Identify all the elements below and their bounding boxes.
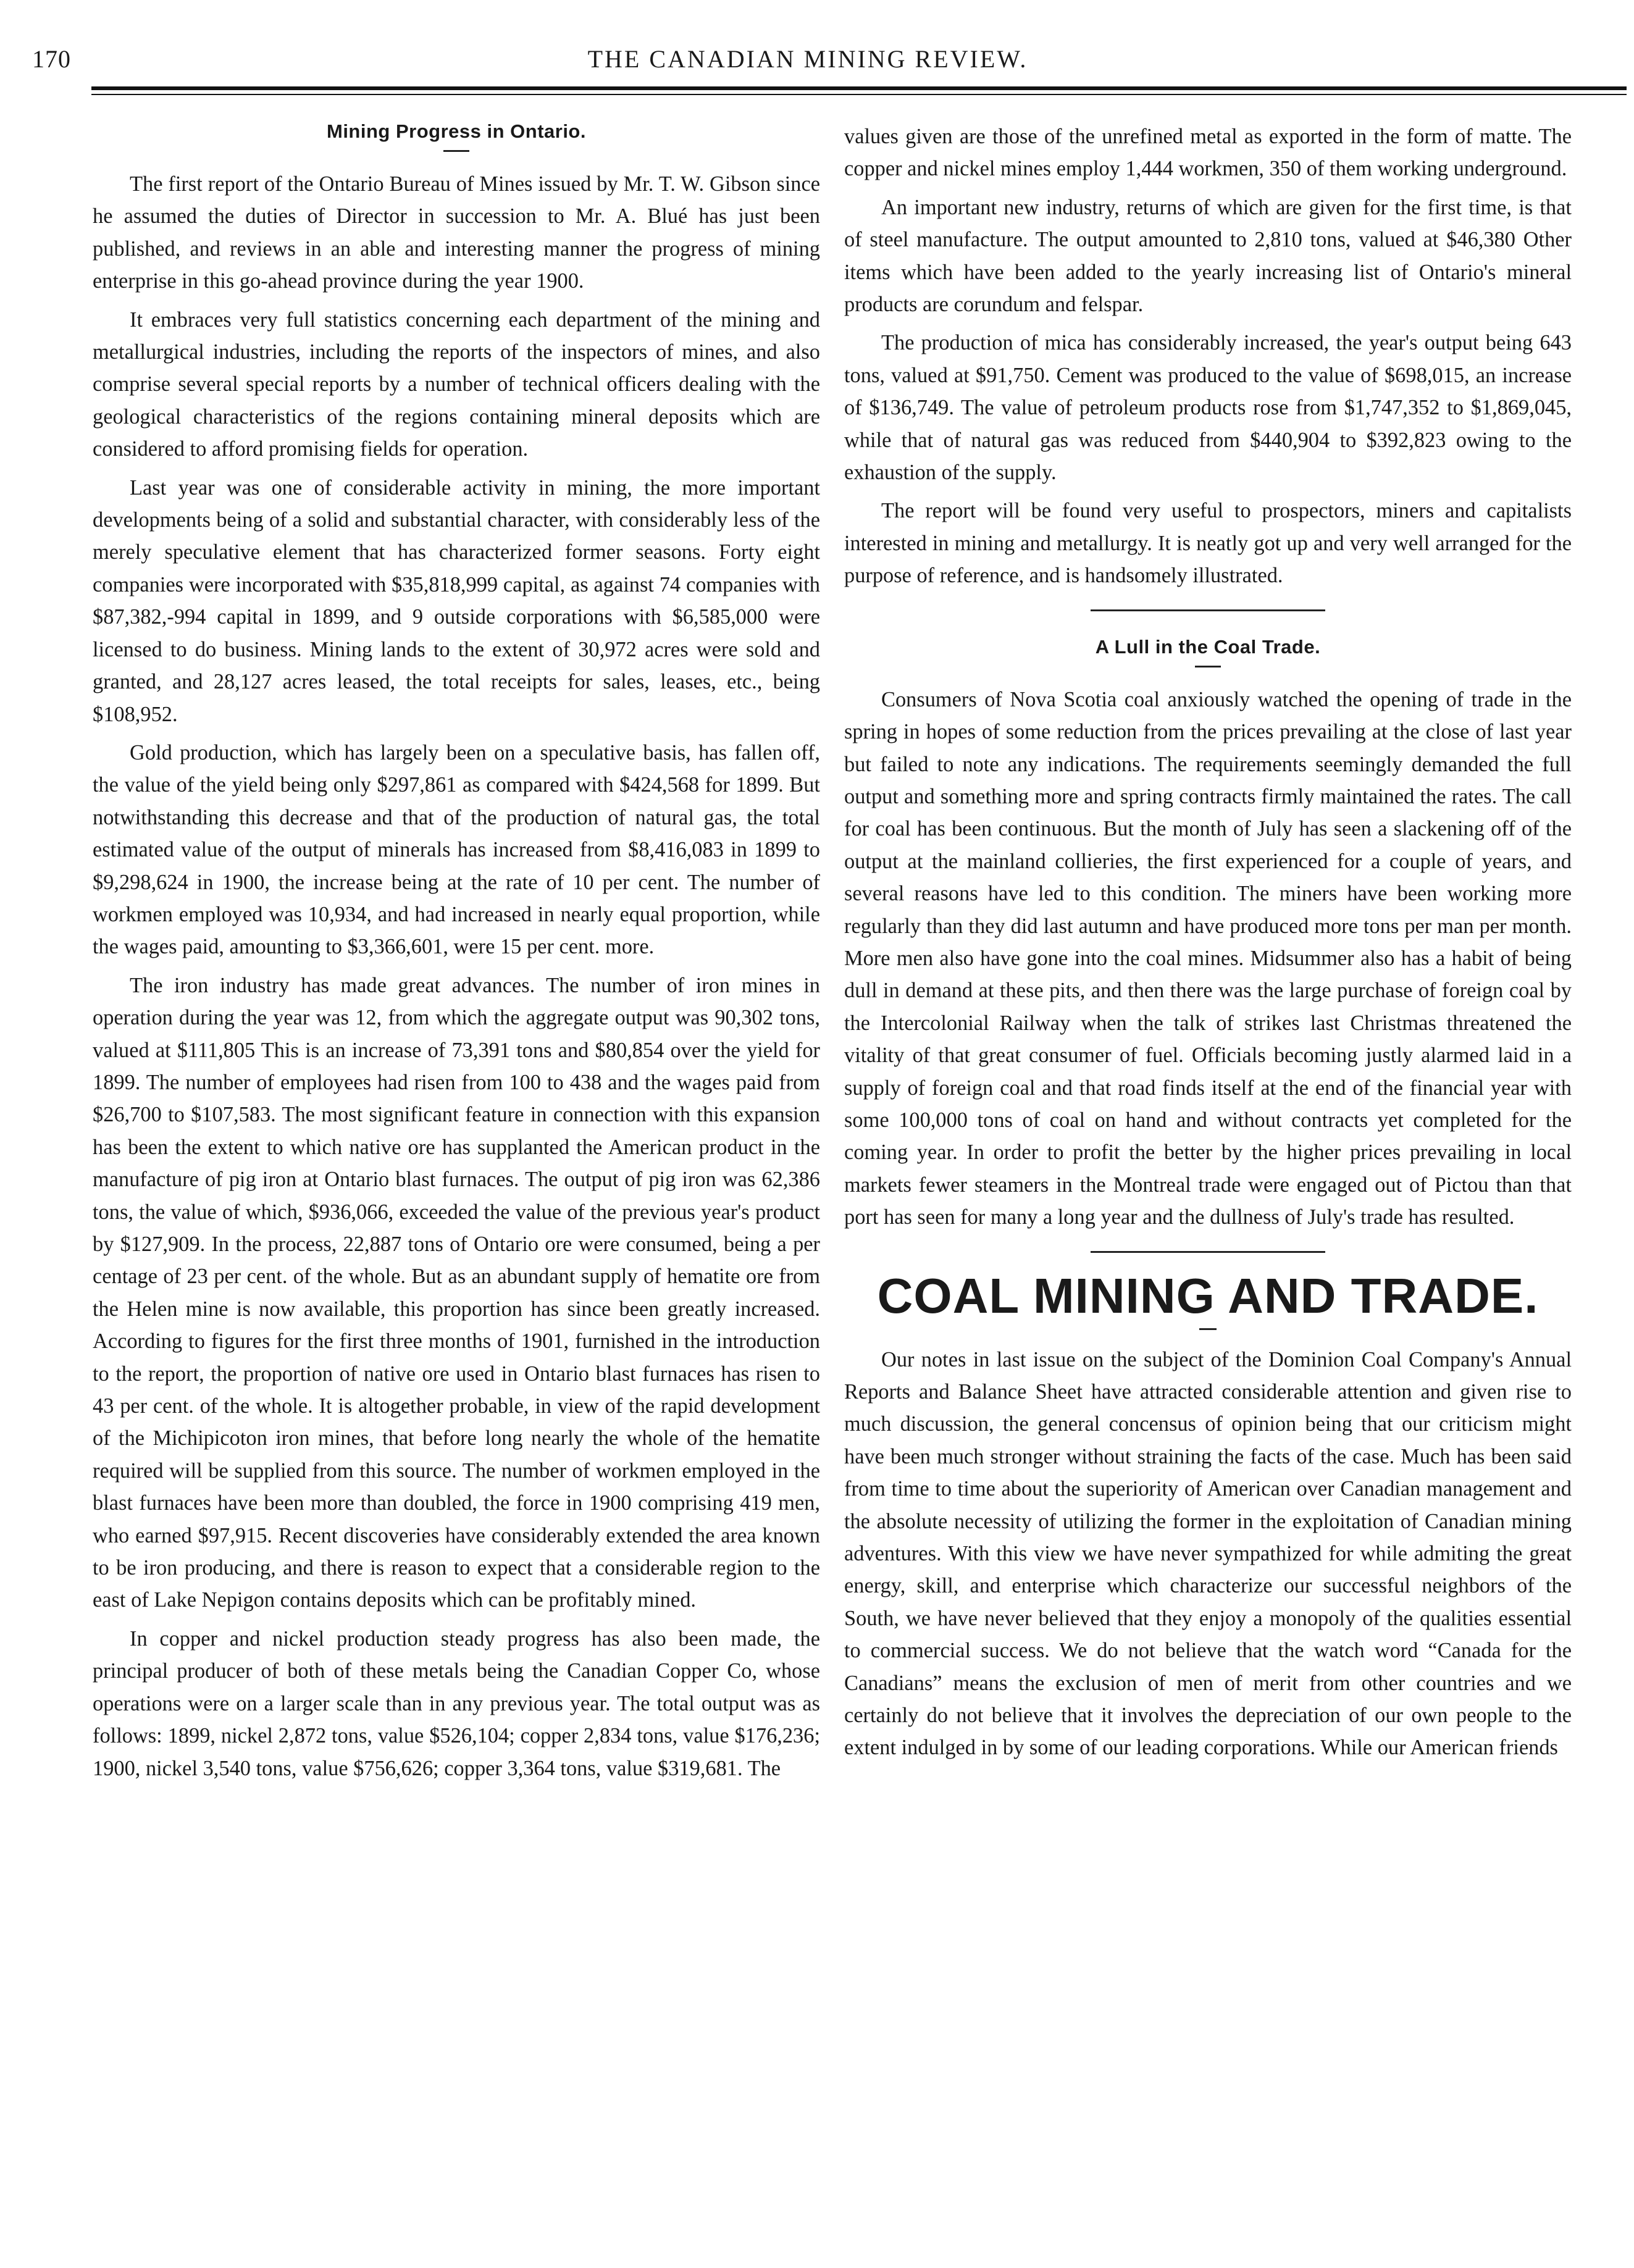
article-heading-mining-progress: Mining Progress in Ontario. [327, 120, 586, 142]
paragraph: Consumers of Nova Scotia coal anxiously watched the opening of trade in the spring in hopes of some reduction from the prices prevailing at the close of last year but failed to note any indications. The requirements seemingly demanded the full output and something more and spring contracts firmly maintained the rates. The call for coal has been continuous. But the month of July has seen a slackening off of the output at the mainland collieries, the first experienced for a couple of years, and several reasons have led to this condition. The miners have been working more regularly than they did last autumn and have produced more tons per man per month. More men also have gone into the coal mines. Midsummer also has a habit of being dull in demand at these pits, and then there was the large purchase of foreign coal by the Intercolonial Railway when the talk of strikes last Christmas threatened the vitality of that great consumer of fuel. Officials becoming justly alarmed laid in a supply of foreign coal and that road finds itself at the end of the financial year with some 100,000 tons of coal on hand and without contracts yet completed for the coming year. In order to profit the better by the higher prices prevailing in local markets fewer steamers in the Montreal trade were engaged out of Pictou than that port has seen for many a long year and the dullness of July's trade has resulted. [844, 687, 1572, 1229]
paragraph: The production of mica has considerably increased, the year's output being 643 tons, valued at $91,750. Cement was produced to the value of $698,015, an increase of $136,749. The value of petroleum products rose from $1,747,352 to $1,869,045, while that of natural gas was reduced from $440,904 to $392,823 owing to the exhaustion of the supply. [844, 331, 1572, 485]
running-title: THE CANADIAN MINING REVIEW. [587, 45, 1028, 73]
header-rule-thin [91, 94, 1627, 95]
paragraph: An important new industry, returns of which are given for the first time, is that of steel manufacture. The output amounted to 2,810 tons, valued at $46,380 Other items which have been added to the yearly increasing list of Ontario's mineral products are corundum and felspar. [844, 195, 1572, 317]
paragraph: The iron industry has made great advances. The number of iron mines in operation during the year was 12, from which the aggregate output was 90,302 tons, valued at $111,805 This is an increase of 73,391 tons and $80,854 over the yield for 1899. The number of employees had risen from 100 to 438 and the wages paid from $26,700 to $107,583. The most significant feature in connection with this expansion has been the extent to which native ore has supplanted the American product in the manufacture of pig iron at Ontario blast furnaces. The output of pig iron was 62,386 tons, the value of which, $936,066, exceeded the value of the previous year's product by $127,909. In the process, 22,887 tons of Ontario ore were consumed, being a per centage of 23 per cent. of the whole. But as an abundant supply of hematite ore from the Helen mine is now available, this proportion has since been greatly increased. According to figures for the first three months of 1901, furnished in the introduction to the report, the proportion of native ore used in Ontario blast furnaces has risen to 43 per cent. of the whole. It is altogether probable, in view of the rapid development of the Michipicoton iron mines, that before long nearly the whole of the hematite required will be supplied from this source. The number of workmen employed in the blast furnaces have been more than doubled, the force in 1900 comprising 419 men, who earned $97,915. Recent discoveries have considerably extended the area known to be iron producing, and there is reason to expect that a considerable region to the east of Lake Nepigon contains deposits which can be profitably mined. [93, 973, 820, 1612]
paragraph: Gold production, which has largely been on a speculative basis, has fallen off, the value of the yield being only $297,861 as compared with $424,568 for 1899. But notwithstanding this decrease and that of the production of natural gas, the total estimated value of the output of minerals has increased from $8,416,083 in 1899 to $9,298,624 in 1900, the increase being at the rate of 10 per cent. The number of workmen employed was 10,934, and had increased in nearly equal proportion, while the wages paid, amounting to $3,366,601, were 15 per cent. more. [93, 740, 820, 959]
paragraph: Last year was one of considerable activity in mining, the more important developments being of a solid and substantial character, with considerably less of the merely speculative element that has characterized former seasons. Forty eight companies were incorporated with $35,818,999 capital, as against 74 companies with $87,382,-994 capital in 1899, and 9 outside corporations with $6,585,000 were licensed to do business. Mining lands to the extent of 30,972 acres were sold and granted, and 28,127 acres leased, the total receipts for sales, leases, etc., being $108,952. [93, 475, 820, 726]
left-column [93, 120, 820, 1791]
heading-dash [1199, 1328, 1217, 1330]
paragraph: The first report of the Ontario Bureau of Mines issued by Mr. T. W. Gibson since he assumed the duties of Director in succession to Mr. A. Blué has just been published, and reviews in an able and interesting manner the progress of mining enterprise in this go-ahead province during the year 1900. [93, 172, 820, 293]
paragraph: The report will be found very useful to prospectors, miners and capitalists interested in mining and metallurgy. It is neatly got up and very well arranged for the purpose of reference, and is handsomely illustrated. [844, 499, 1572, 588]
right-column [844, 120, 1572, 1770]
paragraph-continuation: values given are those of the unrefined metal as exported in the form of matte. The copper and nickel mines employ 1,444 workmen, 350 of them working underground. [844, 125, 1572, 181]
section-rule [1091, 1251, 1325, 1253]
paragraph: Our notes in last issue on the subject of the Dominion Coal Company's Annual Reports and Balance Sheet have attracted considerable attention and given rise to much discussion, the general concensus of opinion being that our criticism might have been much stronger without straining the facts of the case. Much has been said from time to time about the superiority of American over Canadian management and the absolute necessity of utilizing the former in the exploitation of Canadian mining adventures. With this view we have never sympathized for while admiting the great energy, skill, and enterprise which characterize our successful neighbors of the South, we have never believed that they enjoy a monopoly of the qualities essential to commercial success. We do not believe that the watch word “Canada for the Canadians” means the exclusion of men of merit from other countries and we certainly do not believe that it involves the depreciation of our own people to the extent indulged in by some of our leading corporations. While our American friends [844, 1347, 1572, 1760]
heading-dash [1195, 666, 1221, 667]
header-rule [91, 86, 1627, 90]
page-header [32, 44, 1583, 82]
paragraph: In copper and nickel production steady progress has also been made, the principal producer of both of these metals being the Canadian Copper Co, whose operations were on a larger scale than in any previous year. The total output was as follows: 1899, nickel 2,872 tons, value $526,104; copper 2,834 tons, value $176,236; 1900, nickel 3,540 tons, value $756,626; copper 3,364 tons, value $319,681. The [93, 1626, 820, 1780]
section-title-coal-mining: COAL MINING AND TRADE. [877, 1268, 1539, 1323]
heading-dash [443, 150, 469, 152]
section-rule [1091, 609, 1325, 611]
paragraph: It embraces very full statistics concerning each department of the mining and metallurgical industries, including the reports of the inspectors of mines, and also comprise several special reports by a number of technical officers dealing with the geological characteristics of the regions containing mineral deposits which are considered to afford promising fields for operation. [93, 308, 820, 461]
page-number: 170 [32, 45, 71, 73]
article-heading-coal-lull: A Lull in the Coal Trade. [1095, 635, 1321, 658]
